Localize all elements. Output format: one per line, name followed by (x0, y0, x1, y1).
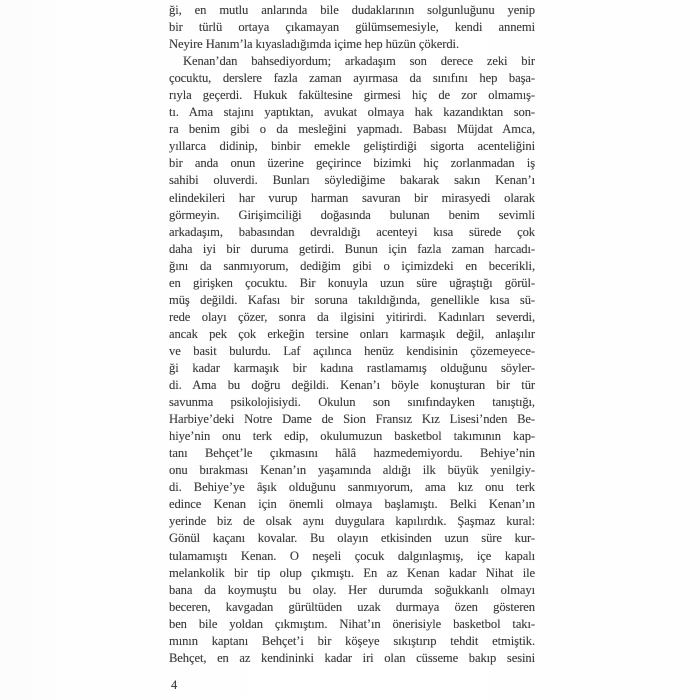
text-line: rıyla geçerdi. Hukuk fakültesine girmesi hiç de zor olmamış- (169, 88, 535, 103)
text-line: ği kadar karmaşık bir kadına rastlamamış olduğunu söyler- (169, 360, 535, 375)
text-line: hiye’nin onu terk edip, okulumuzun basketbol takımının kap- (169, 429, 535, 444)
text-line: çocuktu, derslere fazla zaman ayırmasa da sınıfını hep başa- (169, 71, 535, 86)
text-line: ancak pek çok erkeğin tersine onları karmaşık değil, anlaşılır (169, 326, 535, 341)
text-line: di. Behiye’ye âşık olduğunu sanmıyorum, ama kız onu terk (169, 480, 535, 495)
paragraph (169, 2, 535, 53)
text-line: rede olayı çözer, sonra da ilgisini yitirirdi. Kadınları severdi, (169, 309, 535, 324)
text-line: görmeyin. Girişimciliği doğasında bulunan benim sevimli (169, 207, 535, 222)
page-text (169, 2, 535, 667)
text-line: Gönül kaçanı kovalar. Bu olayın etkisinden uzun süre kur- (169, 531, 535, 546)
page-number: 4 (171, 678, 178, 692)
text-line: elindekileri har vurup harman savuran bir mirasyedi olarak (169, 190, 535, 205)
text-line: ra benim gibi o da mesleğini yapmadı. Babası Müjdat Amca, (169, 122, 535, 137)
text-line: edince Kenan için önemli olmaya başlamıştı. Belki Kenan’ın (169, 497, 535, 512)
text-line: mının kaptanı Behçet’i bir köşeye sıkıştırıp tehdit etmiştik. (169, 633, 535, 648)
text-line: müş değildi. Kafası bir soruna takıldığında, genellikle kısa sü- (169, 292, 535, 307)
text-line: bir anda onun üzerine geçirince bizimki hiç zorlanmadan iş (169, 156, 535, 171)
text-line: Neyire Hanım’la kıyasladığımda içime hep hüzün çökerdi. (169, 37, 460, 52)
text-line: tanı Behçet’le çıkmasını hâlâ hazmedemiyordu. Behiye’nin (169, 446, 535, 461)
text-line: tı. Ama stajını yaptıktan, avukat olmaya hak kazandıktan son- (169, 105, 535, 120)
text-line: daha iyi bir duruma getirdi. Bunun için fazla zaman harcadı- (169, 241, 535, 256)
paragraph (169, 53, 535, 667)
text-line: Harbiye’deki Notre Dame de Sion Fransız Kız Lisesi’nden Be- (169, 412, 535, 427)
text-line: bana da koymuştu bu olay. Her durumda soğukkanlı olmayı (169, 582, 535, 597)
text-line: savunma psikolojisiydi. Okulun son sınıfındayken tanıştığı, (169, 395, 535, 410)
text-line: Behçet, en az kendininki kadar iri olan cüsseme bakıp sesini (169, 650, 535, 665)
text-line: sahibi oluverdi. Bunları söylediğime bakarak sakın Kenan’ı (169, 173, 535, 188)
text-line: bir türlü ortaya çıkamayan gülümsemesiyle, kendi annemi (169, 20, 535, 35)
text-line: en girişken çocuktu. Bir konuyla uzun süre uğraştığı görül- (169, 275, 535, 290)
text-line: melankolik bir tip olup çıkmıştı. En az Kenan kadar Nihat ile (169, 565, 535, 580)
text-line: arkadaşım, babasından devraldığı acenteyi kısa sürede çok (169, 224, 535, 239)
text-line: tulamamıştı Kenan. O neşeli çocuk dalgınlaşmış, içe kapalı (169, 548, 535, 563)
text-line: yıllarca didinip, binbir emekle geliştirdiği sigorta acenteliğini (169, 139, 535, 154)
text-line: ve basit bulurdu. Laf açılınca henüz kendisinin çözemeyece- (169, 343, 535, 358)
text-line: di. Ama bu doğru değildi. Kenan’ı böyle konuşturan bir tür (169, 378, 535, 393)
text-line: ği, en mutlu anlarında bile dudaklarının solgunluğunu yenip (169, 3, 535, 17)
text-line: Kenan’dan bahsediyordum; arkadaşım son derece zeki bir (183, 54, 535, 69)
text-line: onu bırakması Kenan’ın yaşamında aldığı ilk büyük yenilgiy- (169, 463, 535, 478)
text-line: ben bile yoldan çıkmıştım. Nihat’ın önerisiyle basketbol takı- (169, 616, 535, 631)
text-line: beceren, kavgadan gürültüden uzak durmaya özen gösteren (169, 599, 535, 614)
text-line: yerinde biz de olsak aynı duygulara kapılırdık. Şaşmaz kural: (169, 514, 535, 529)
text-line: ğını da sanmıyorum, dediğim gibi o içimizdeki en becerikli, (169, 258, 535, 273)
